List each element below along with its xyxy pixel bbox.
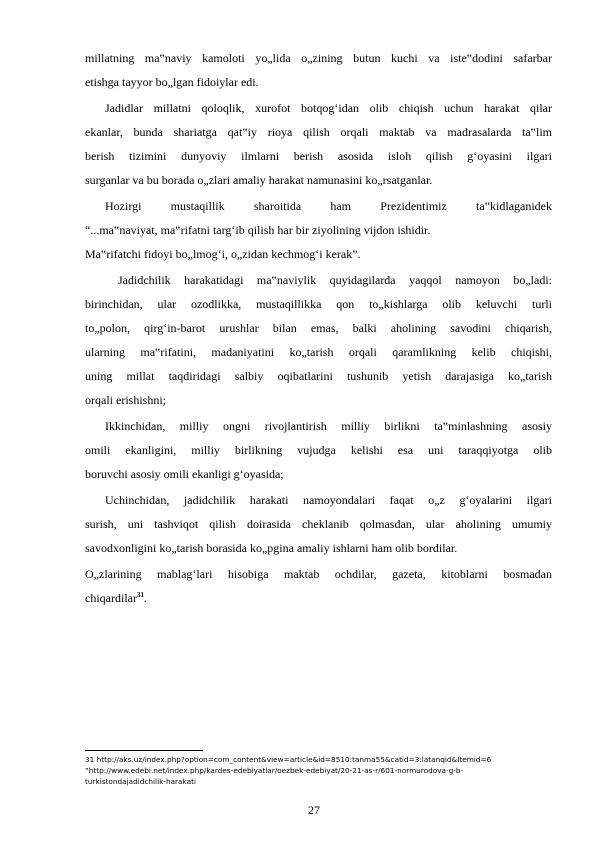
page-body (85, 46, 552, 612)
text-line: Hozirgi mustaqillik sharoitida ham Prezidentimiz ta‟kidlaganidek (105, 199, 552, 213)
text-line: millatning ma‟naviy kamoloti yo„lida o„zining butun kuchi va iste‟dodini safarbar (85, 51, 552, 65)
text-line: ularning ma‟rifatini, madaniyatini ko„tarish orqali qaramlikning kelib chiqishi, (85, 345, 552, 359)
page-number: 27 (308, 803, 320, 817)
paragraph-2 (85, 96, 552, 192)
paragraph-7 (85, 562, 552, 610)
text-line: birinchidan, ular ozodlikka, mustaqillikka qon to„kishlarga olib keluvchi turli (85, 297, 552, 311)
paragraph-5 (85, 414, 552, 486)
text-line: surganlar va bu borada o„zlari amaliy harakat namunasini ko„rsatganlar. (85, 173, 433, 187)
text-fragment: chiqardilar (85, 591, 137, 605)
text-line: surish, uni tashviqot qilish doirasida cheklanib qolmasdan, ular aholining umumiy (85, 517, 552, 531)
paragraph-6 (85, 488, 552, 560)
text-line: savodxonligini ko„tarish borasida ko„pgina amaliy ishlarni ham olib bordilar. (85, 541, 458, 555)
paragraph-1 (85, 46, 552, 94)
footnote-separator (85, 750, 203, 751)
text-fragment: . (143, 591, 147, 605)
footnotes (85, 754, 555, 787)
text-line: ekanlar, bunda shariatga qat‟iy rioya qilish orqali maktab va madrasalarda ta‟lim (85, 125, 552, 139)
text-line: etishga tayyor bo„lgan fidoiylar edi. (85, 75, 259, 89)
text-line: Ikkinchidan, milliy ongni rivojlantirish milliy birlikni ta‟minlashning asosiy (105, 419, 552, 433)
text-line: O„zlarining mablag‘lari hisobiga maktab ochdilar, gazeta, kitoblarni bosmadan (85, 567, 552, 581)
text-line: boruvchi asosiy omili ekanligi g‘oyasida; (85, 467, 284, 481)
text-line: uning millat taqdiridagi salbiy oqibatlarini tushunib yetish darajasiga ko„tarish (85, 369, 552, 383)
text-line: Uchinchidan, jadidchilik harakati namoyondalari faqat o„z g‘oyalarini ilgari (105, 493, 552, 507)
text-line: orqali erishishni; (85, 393, 166, 407)
text-line: Jadidlar millatni qoloqlik, xurofot botqog‘idan olib chiqish uchun harakat qilar (105, 101, 552, 115)
paragraph-3 (85, 194, 552, 266)
text-line: Jadidchilik harakatidagi ma‟naviylik quyidagilarda yaqqol namoyon bo„ladi: (118, 273, 552, 287)
footnote-ref: 31 (136, 591, 144, 599)
footnote-line: ‟http://www.edebi.net/index.php/kardes-edebiyatlar/oezbek-edebiyat/20-21-as-r/601-normurodova-g-b- (85, 766, 464, 775)
text-line: “...ma‟naviyat, ma‟rifatni targ‘ib qilish har bir ziyolining vijdon ishidir. (85, 223, 431, 237)
text-line: to„polon, qirg‘in-barot urushlar bilan emas, balki aholining savodini chiqarish, (85, 321, 552, 335)
text-line: Ma‟rifatchi fidoyi bo„lmog‘i, o„zidan kechmog‘i kerak”. (85, 247, 361, 261)
text-line: omili ekanligini, milliy birlikning vujudga kelishi esa uni taraqqiyotga olib (85, 443, 552, 457)
text-line: berish tizimini dunyoviy ilmlarni berish asosida isloh qilish g‘oyasini ilgari (85, 149, 552, 163)
paragraph-4 (85, 268, 552, 412)
footnote-line: 31 http://aks.uz/index.php?option=com_content&view=article&id=8510:tanma55&catid=3:latanqid&Itemid=6 (85, 755, 492, 764)
footnote-line: turkistondajadidchilik-harakati (85, 777, 196, 786)
text-line (85, 586, 552, 610)
